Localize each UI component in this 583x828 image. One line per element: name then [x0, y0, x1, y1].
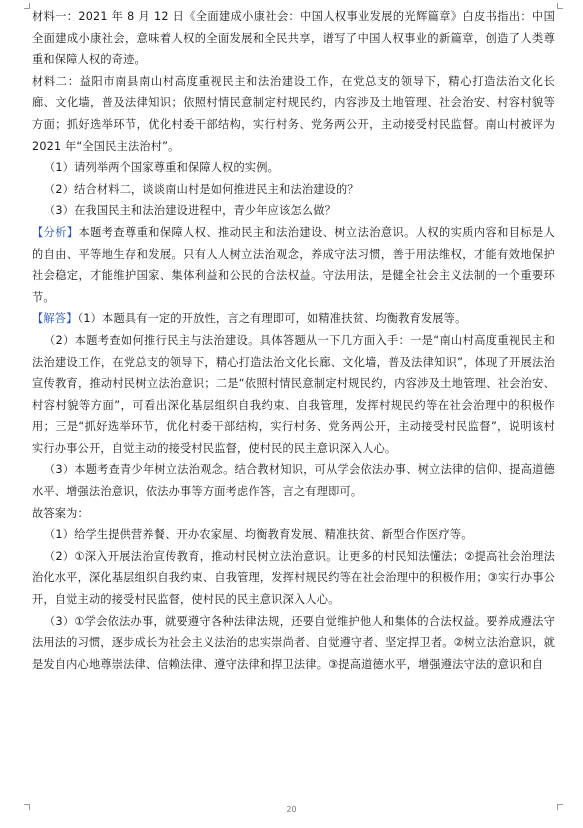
question-1: （1）请列举两个国家尊重和保障人权的实例。 [44, 161, 280, 175]
answer-paragraph-3: （3）本题考查青少年树立法治观念。结合教材知识，可从学会依法办事、树立法律的信仰、提高道德水平、增强法治意识，依法办事等方面考虑作答，言之有理即可。 [32, 463, 555, 499]
analysis-paragraph [32, 222, 555, 308]
answer-key-3: （3）①学会依法办事，就要遵守各种法律法规，还要自觉维护他人和集体的合法权益。要养成遵法守法用法的习惯，逐步成长为社会主义法治的忠实崇尚者、自觉遵守者、坚定捍卫者。②树立法治意识，就是发自内心地尊崇法律、信赖法律、遵守法律和捍卫法律。③提高道德水平，增强遵法守法的意识和自 [32, 614, 555, 671]
answer-key-2: （2）①深入开展法治宣传教育，推动村民树立法治意识。让更多的村民知法懂法；②提高社会治理法治化水平，深化基层组织自我约束、自我管理，发挥村规民约等在社会治理中的积极作用；③实行办事公开，自觉主动的接受村民监督，使村民的民主意识深入人心。 [32, 549, 555, 607]
document-body [32, 6, 555, 675]
analysis-text: 本题考查尊重和保障人权、推动民主和法治建设、树立法治意识。人权的实质内容和目标是人的自由、平等地生存和发展。只有人人树立法治观念，养成守法习惯，善于用法维权，才能有效地保护社会稳定，才能维护国家、集体利益和公民的合法权益。守法用法，是健全社会主义法制的一个重要环节。 [32, 225, 555, 304]
answer-key-label: 故答案为： [32, 506, 89, 520]
page-number: 20 [286, 805, 297, 814]
question-2: （2）结合材料二，谈谈南山村是如何推进民主和法治建设的？ [44, 182, 359, 196]
material-two: 材料二：益阳市南县南山村高度重视民主和法治建设工作，在党总支的领导下，精心打造法治文化长廊、文化墙，普及法律知识；依照村情民意制定村规民约，内容涉及土地管理、社会治安、村容村貌等方面；抓好选举环节，优化村委干部结构，实行村务、党务两公开，主动接受村民监督。南山村被评为 2021 年“全国民主法治村”。 [32, 74, 555, 153]
material-one: 材料一：2021 年 8 月 12 日《全面建成小康社会：中国人权事业发展的光辉篇章》白皮书指出：中国全面建成小康社会，意味着人权的全面发展和全民共享，谱写了中国人权事业的新篇章，创造了人类尊重和保障人权的奇迹。 [32, 10, 555, 67]
crop-mark-top-right [557, 3, 563, 9]
answer-paragraph-2: （2）本题考查如何推行民主与法治建设。具体答题从一下几方面入手：一是“南山村高度重视民主和法治建设工作，在党总支的领导下，精心打造法治文化长廊、文化墙，普及法律知识”，体现了开展法治宣传教育，推动村民树立法治意识；二是“依照村情民意制定村规民约，内容涉及土地管理、社会治安、村容村貌等方面”，可看出深化基层组织自我约束、自我管理，发挥村规民约等在社会治理中的积极作用；三是“抓好选举环节，优化村委干部结构，实行村务、党务两公开，主动接受村民监督”，说明该村实行办事公开，自觉主动的接受村民监督，使村民的民主意识深入人心。 [32, 333, 555, 455]
answer-paragraph-1 [32, 308, 555, 330]
answer-tag: 【解答】 [32, 312, 78, 326]
analysis-tag: 【分析】 [32, 225, 79, 239]
answer-key-1: （1）给学生提供营养餐、开办农家屋、均衡教育发展、精准扶贫、新型合作医疗等。 [44, 528, 473, 542]
question-3: （3）在我国民主和法治建设进程中，青少年应该怎么做？ [44, 204, 337, 218]
answer-1-text: （1）本题具有一定的开放性，言之有理即可，如精准扶贫、均衡教育发展等。 [77, 312, 467, 326]
crop-mark-top-left [24, 3, 30, 9]
